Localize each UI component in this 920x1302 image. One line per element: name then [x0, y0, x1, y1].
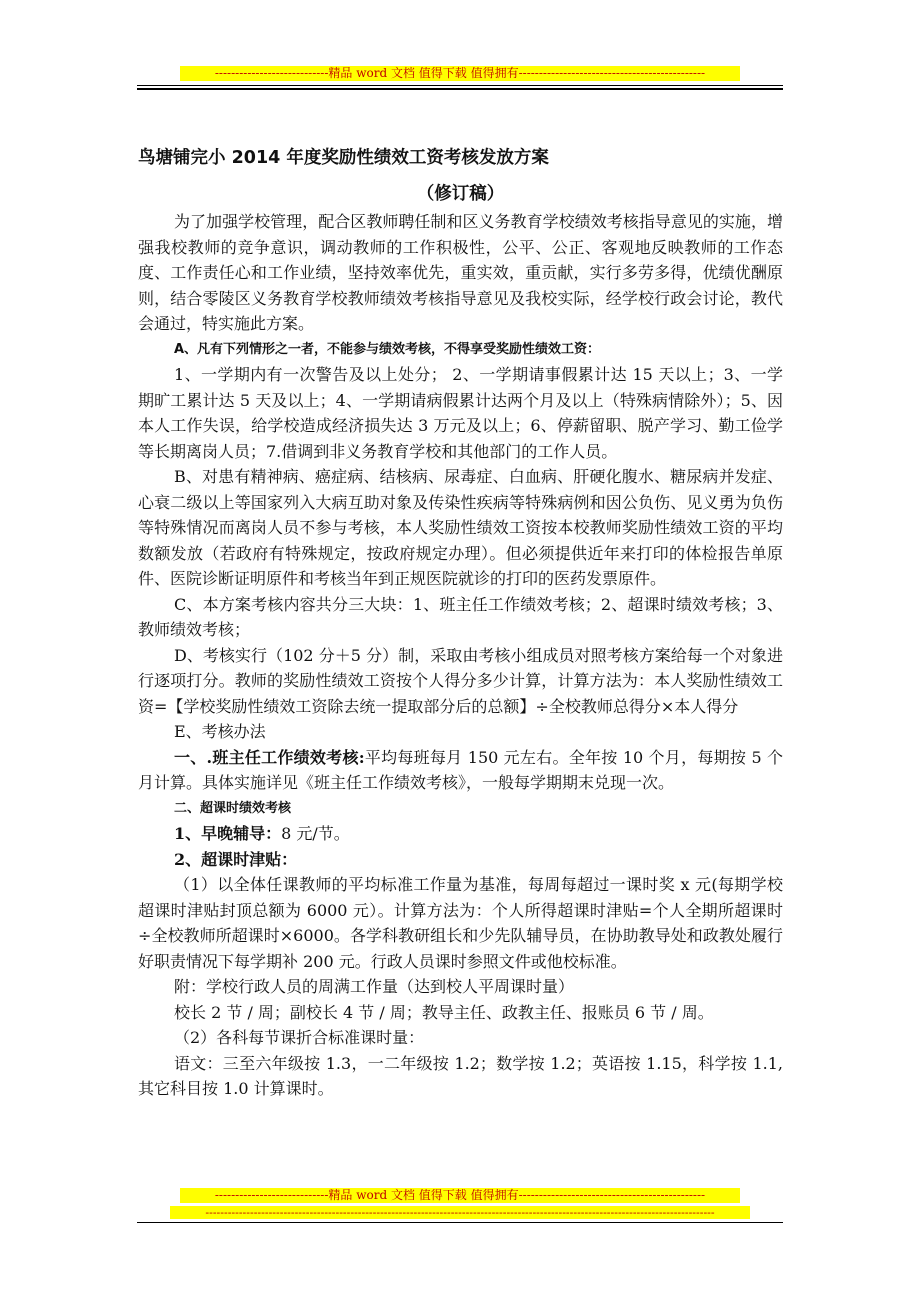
- item-two-1: [138, 821, 783, 847]
- item-one-label: 一、.班主任工作绩效考核:: [174, 747, 365, 767]
- header-banner: ----------------------------精品 word 文档 值得下载 值得拥有----------------------------------------------: [180, 66, 740, 81]
- attachment-detail: 校长 2 节 / 周；副校长 4 节 / 周；教导主任、政教主任、报账员 6 节 / 周。: [174, 1002, 714, 1022]
- item-two-2-p2-detail: 语文：三至六年级按 1.3，一二年级按 1.2；数学按 1.2；英语按 1.15，科学按 1.1,其它科目按 1.0 计算课时。: [138, 1053, 783, 1098]
- section-a-heading: A、凡有下列情形之一者，不能参与绩效考核，不得享受奖励性绩效工资：: [174, 341, 601, 357]
- section-d-text: D、考核实行（102 分＋5 分）制，采取由考核小组成员对照考核方案给每一个对象进行逐项打分。教师的奖励性绩效工资按个人得分多少计算，计算方法为：本人奖励性绩效工资=【学校奖励性绩效工资除去统一提取部分后的总额】÷全校教师总得分×本人得分: [138, 645, 783, 716]
- item-two-heading: 二、超课时绩效考核: [174, 800, 292, 816]
- item-two-2: [138, 847, 783, 873]
- item-two-2-p2: （2）各科每节课折合标准课时量：: [174, 1028, 425, 1047]
- footer-rule: [137, 1222, 783, 1223]
- attachment-heading: 附：学校行政人员的周满工作量（达到校人平周课时量）: [174, 977, 575, 996]
- section-e-heading: E、考核办法: [174, 722, 266, 741]
- section-b-text: B、对患有精神病、癌症病、结核病、尿毒症、白血病、肝硬化腹水、糖尿病并发症、心衰二级以上等国家列入大病互助对象及传染性疾病等特殊病例和因公负伤、见义勇为负伤等特殊情况而离岗人员不参与考核，本人奖励性绩效工资按本校教师奖励性绩效工资的平均数额发放（若政府有特殊规定，按政府规定办理）。但必须提供近年来打印的体检报告单原件、医院诊断证明原件和考核当年到正规医院就诊的打印的医药发票原件。: [138, 467, 783, 588]
- item-two-1-label: 1、早晚辅导：: [174, 824, 282, 843]
- item-one: [138, 745, 783, 796]
- section-a-text: 1、一学期内有一次警告及以上处分； 2、一学期请事假累计达 15 天以上；3、一学期旷工累计达 5 天及以上；4、一学期请病假累计达两个月及以上（特殊病情除外）；5、因本人工作失误，给学校造成经济损失达 3 万元及以上；6、停薪留职、脱产学习、勤工俭学等长期离岗人员；7.借调到非义务教育学校和其他部门的工作人员。: [138, 365, 783, 461]
- footer-banner: ----------------------------精品 word 文档 值得下载 值得拥有----------------------------------------------: [180, 1188, 740, 1203]
- header-rule-thick: [137, 88, 783, 90]
- item-one-text: 平均每班每月 150 元左右。全年按 10 个月，每期按 5 个月计算。具体实施详见《班主任工作绩效考核》，一般每学期期末兑现一次。: [138, 747, 783, 792]
- item-two-2-label: 2、超课时津贴：: [174, 849, 298, 869]
- document-body: [138, 143, 783, 1102]
- document-subtitle: （修订稿）: [416, 184, 505, 204]
- section-c-text: C、本方案考核内容共分三大块：1、班主任工作绩效考核；2、超课时绩效考核；3、教师绩效考核；: [138, 594, 783, 639]
- item-two-2-p1: （1）以全体任课教师的平均标准工作量为基准，每周每超过一课时奖 x 元(每期学校超课时津贴封顶总额为 6000 元）。计算方法为：个人所得超课时津贴=个人全期所超课时÷全校教师所超课时×6000。各学科教研组长和少先队辅导员，在协助教导处和政教处履行好职责情况下每学期补 200 元。行政人员课时参照文件或他校标准。: [138, 875, 783, 971]
- intro-paragraph: 为了加强学校管理，配合区教师聘任制和区义务教育学校绩效考核指导意见的实施，增强我校教师的竞争意识，调动教师的工作积极性，公平、公正、客观地反映教师的工作态度、工作责任心和工作业绩，坚持效率优先，重实效，重贡献，实行多劳多得，优绩优酬原则，结合零陵区义务教育学校教师绩效考核指导意见及我校实际，经学校行政会讨论，教代会通过，特实施此方案。: [138, 212, 783, 333]
- item-two-1-text: 8 元/节。: [281, 824, 350, 843]
- document-title: 鸟塘铺完小 2014 年度奖励性绩效工资考核发放方案: [138, 148, 549, 168]
- header-rule-thin: [137, 85, 783, 86]
- footer-banner-2: -----------------------------------------------------------------------------------------------------------------------------------------: [170, 1206, 750, 1219]
